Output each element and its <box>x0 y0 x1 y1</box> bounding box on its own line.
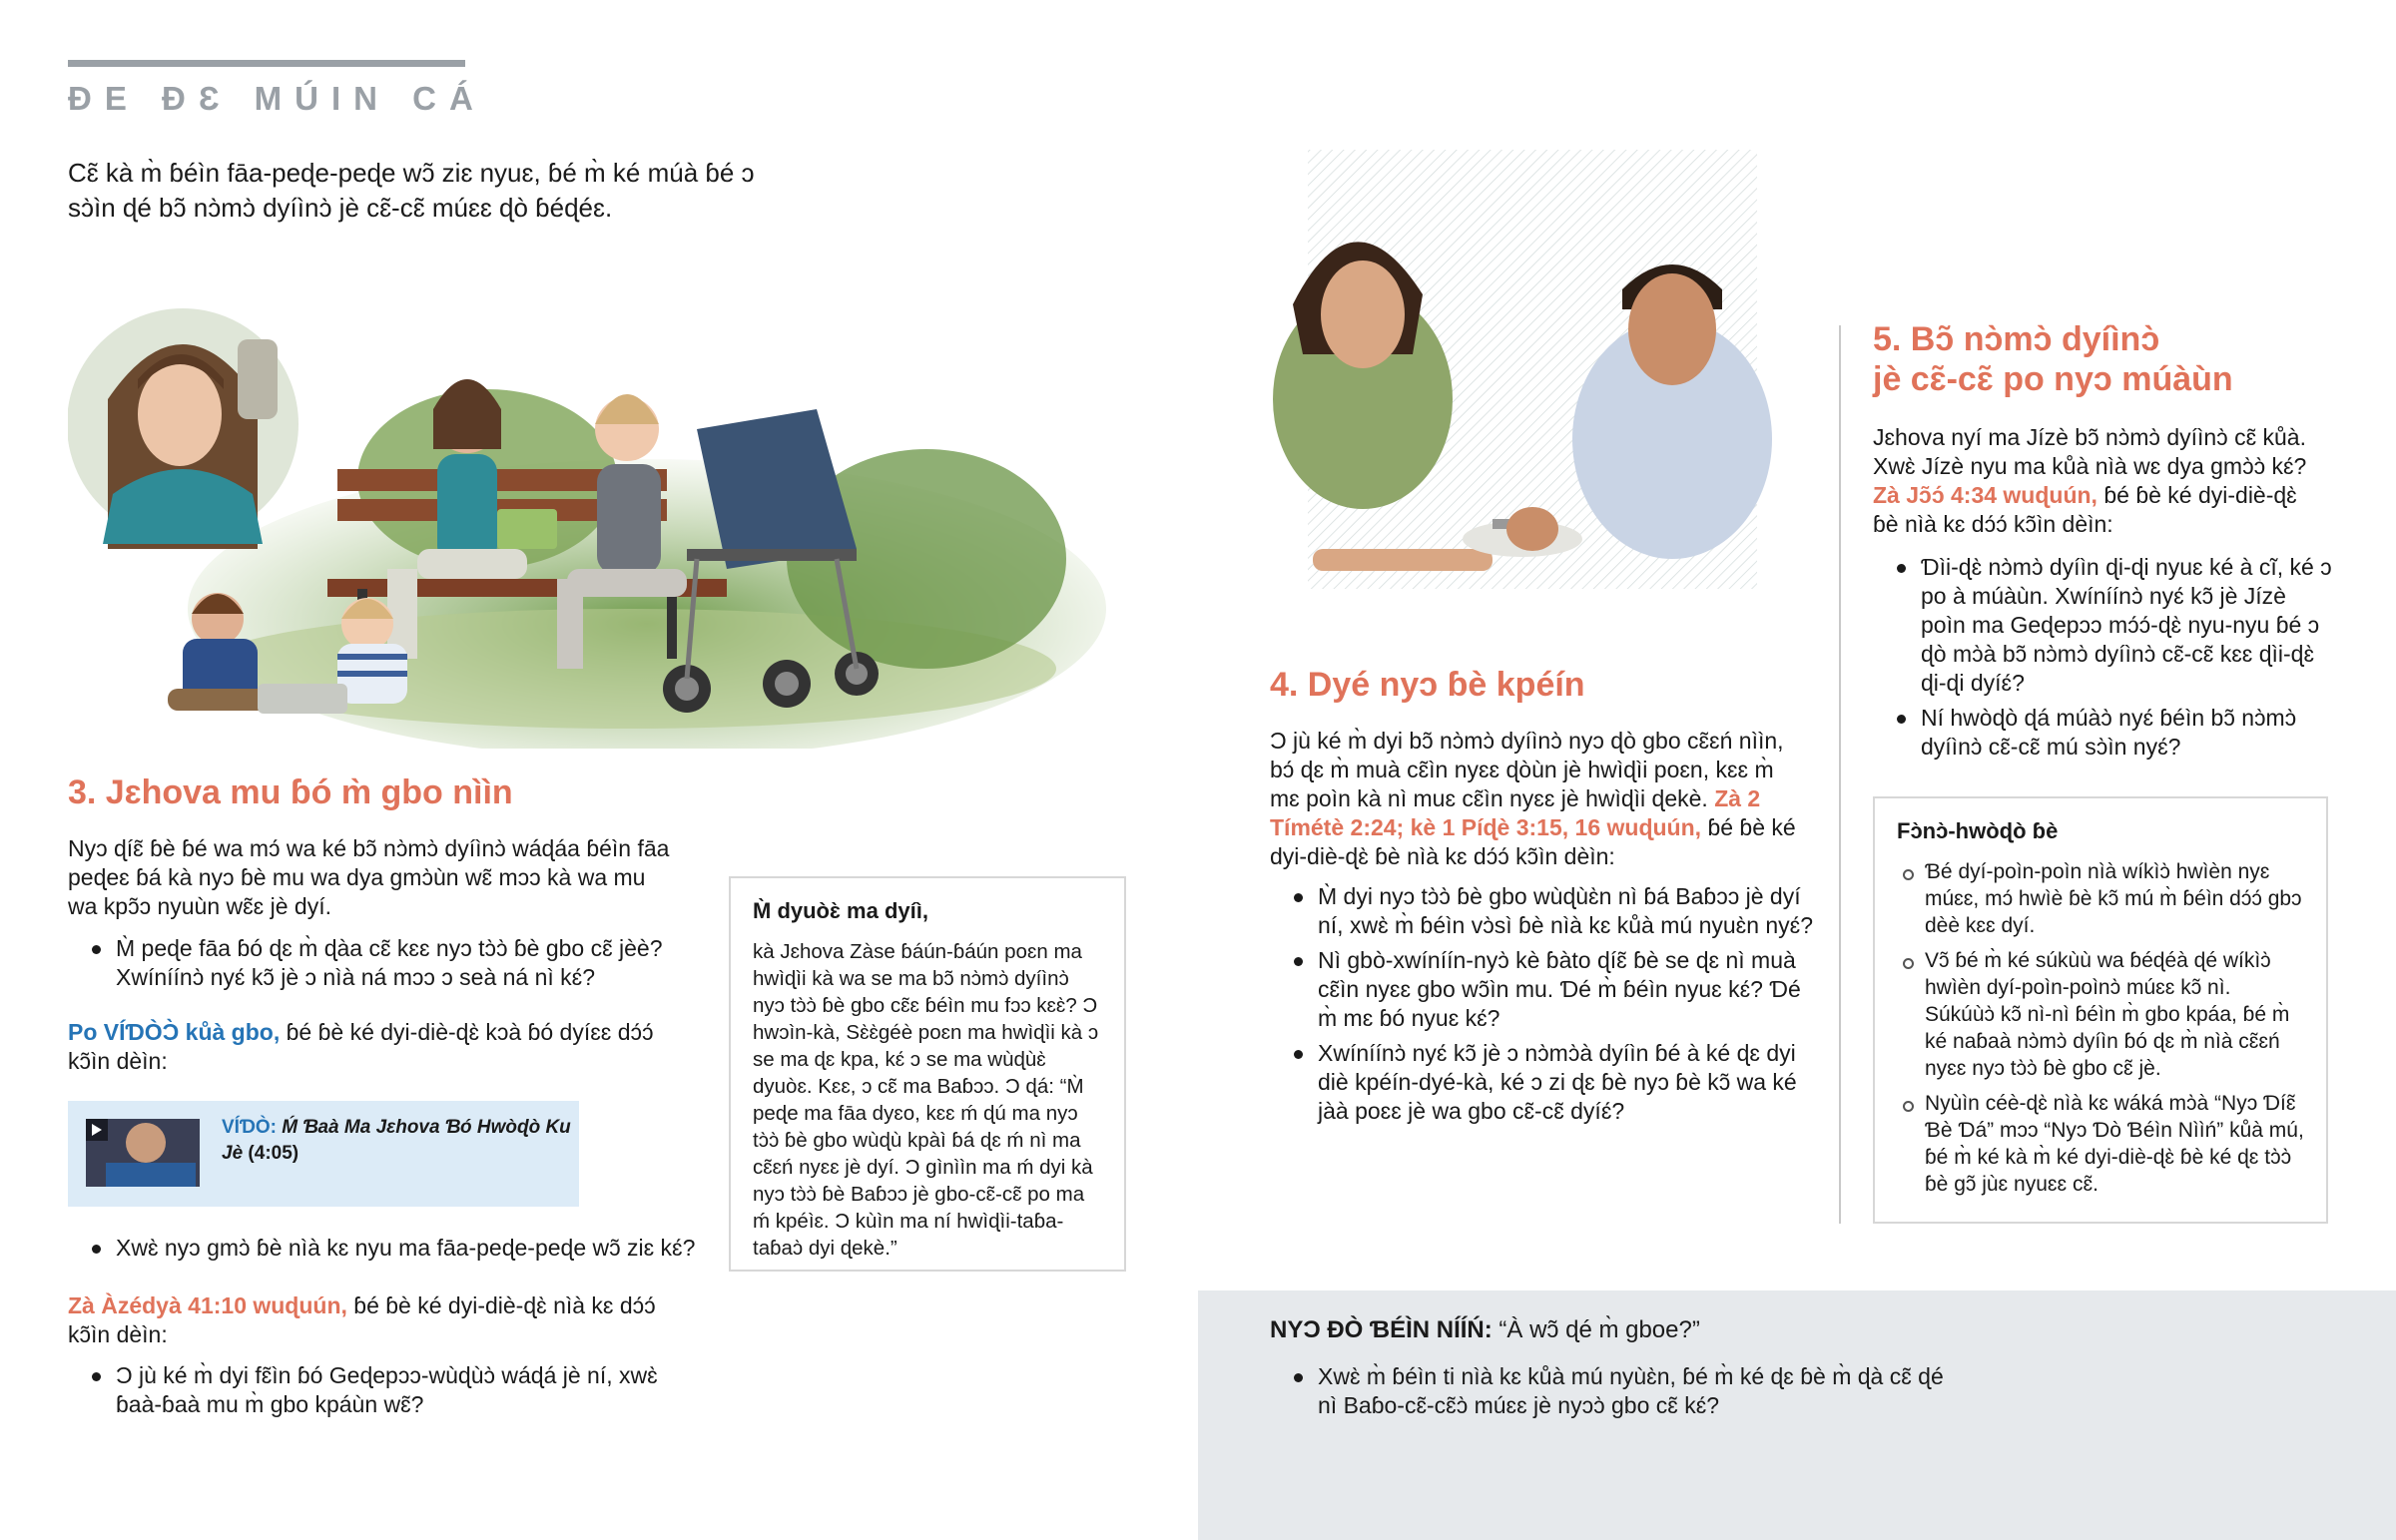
tips-box-title: Fɔ̀nɔ̀-hwòɖò ɓè <box>1897 818 2059 843</box>
isaiah-instruction <box>68 1291 667 1349</box>
list-item-text: Nì gbò-xwíníín-nyɔ̀ kè ɓàto ɖíɛ̃ ɓè se ɖɛ nì muà cɛ̃ìn nyɛɛ gbo wɔ̃ìn mu. Ɗé m̀ ɓéìn nyuɛ kɛ́? Ɗé m̀ mɛ ɓó nyuɛ kɛ́? <box>1318 947 1801 1031</box>
video-title: Ḿ Ɓaà Ma Jɛhova Ɓó Hwòɖò Ku Jè <box>222 1117 571 1164</box>
scripture-reference[interactable]: Zà 2 Tímétè 2:24; kè 1 Píɖè 3:15, 16 wuɖuún, <box>1270 785 1761 840</box>
quote-box <box>729 876 1126 1272</box>
thumbnail-figure <box>126 1123 166 1163</box>
list-item-text: Ɓé dyí-poìn-poìn nìà wíkìɔ̀ hwìèn nyɛ múɛɛ, mɔ́ hwìè ɓè kɔ̃ mú m̀ ɓéìn dɔ́ɔ́ gbɔ dèè kɛɛ dyí. <box>1925 860 2302 937</box>
list-item-text: Xwíníínɔ̀ nyɛ́ kɔ̃ jè ɔ nɔ̀mɔ̀à dyíìn ɓé à ké ɖɛ dyi diè kpéín-dyé-kà, ké ɔ zi ɖɛ ɓè nyɔ ɓè kɔ̃ wa ké jàà poɛɛ jè wa gbo cɛ̃-cɛ̃ dyíɛ́? <box>1318 1040 1797 1124</box>
video-caption <box>222 1115 571 1167</box>
list-item <box>1270 882 1819 940</box>
section5-instruction-text: ɓé ɓè ké dyi-diè-ɖɛ̀ ɓè nìà kɛ dɔ́ɔ́ kɔ̃ìn dèìn: <box>1873 482 2297 537</box>
list-item <box>1270 946 1819 1033</box>
list-item <box>68 1234 717 1263</box>
bullet-dot <box>1294 893 1303 902</box>
play-icon[interactable] <box>86 1119 108 1141</box>
list-item <box>1270 1039 1819 1126</box>
header-rule <box>68 60 465 67</box>
quote-box-title: M̀ dyuòɛ̀ ma dyíì, <box>753 898 928 923</box>
bullet-dot <box>92 1245 101 1254</box>
list-item-text: M̀ dyi nyɔ tɔ̀ɔ̀ ɓè gbo wùɖùɛ̀n nì ɓá Baɓɔɔ jè dyí ní, xwɛ̀ m̀ ɓéìn vɔ̀sì ɓè nìà kɛ kůà mú nyuɛ̀n nyɛ́? <box>1318 883 1814 938</box>
list-item <box>1897 858 2304 939</box>
section5-paragraph <box>1873 423 2312 539</box>
bullet-ring <box>1903 869 1914 880</box>
list-item-text: Ɔ jù ké m̀ dyi fɛ̃ìn ɓó Geɖepɔɔ-wùɖùɔ̀ wáɖá jè ní, xwɛ̀ ɓaà-ɓaà mu m̀ gbo kpáùn wɛ̃? <box>116 1362 658 1417</box>
bottom-panel-question-text: “À wɔ̃ ɖé m̀ gboe?” <box>1498 1316 1700 1343</box>
section3-heading: 3. Jɛhova mu ɓó m̀ gbo nììn <box>68 773 513 811</box>
list-item <box>1897 1090 2304 1198</box>
scripture-reference[interactable]: Zà Àzédyà 41:10 wuɖuún, <box>68 1292 347 1318</box>
tips-list <box>1897 858 2304 1198</box>
bottom-panel-question <box>1270 1316 1700 1344</box>
video-instruction-text: ɓé ɓè ké dyi-diè-ɖɛ̀ kɔà ɓó dyíɛɛ dɔ́ɔ́ kɔ̃ìn dèìn: <box>68 1019 654 1074</box>
bullet-dot <box>92 945 101 954</box>
lesson-header-title: ƉE ƉƐ MÚIN CÁ <box>68 80 486 117</box>
section5-paragraph-text: Jɛhova nyí ma Jízè bɔ̃ nɔ̀mɔ̀ dyíìnɔ̀ cɛ̃ kůà. Xwɛ̀ Jízè nyu ma kůà nìà wɛ dya gmɔ̀ɔ̀ kɛ́? <box>1873 424 2307 479</box>
section4-paragraph-text: Ɔ jù ké m̀ dyi bɔ̃ nɔ̀mɔ̀ dyíìnɔ̀ nyɔ ɖò gbo cɛ̃ɛń nììn, bɔ́ ɖɛ m̀ muà cɛ̃ìn nyɛɛ ɖòùn jè hwìɖìi poɛn, kɛɛ m̀ mɛ poìn kà nì muɛ cɛ̃ìn nyɛɛ jè hwìɖìi ɖekè. <box>1270 728 1784 811</box>
section5-bullets <box>1873 553 2332 768</box>
video-link[interactable]: Po VÍƊÒƆ̀ kůà gbo, <box>68 1019 281 1045</box>
bullet-ring <box>1903 1101 1914 1112</box>
video-instruction <box>68 1018 667 1076</box>
section4-heading: 4. Dyé nyɔ ɓè kpéín <box>1270 666 1585 704</box>
bullet-dot <box>1294 1050 1303 1059</box>
section4-paragraph <box>1270 727 1809 871</box>
section3-bullets-a <box>68 934 707 998</box>
column-divider <box>1839 325 1841 1224</box>
list-item-text: Ní hwòɖò ɖá múàɔ̀ nyɛ́ ɓéìn bɔ̃ nɔ̀mɔ̀ dyíìnɔ̀ cɛ̃-cɛ̃ mú sɔ̀ìn nyɛ́? <box>1921 705 2297 760</box>
list-item <box>68 934 707 992</box>
quote-box-body: kà Jɛhova Zàse ɓáún-ɓáún poɛn ma hwìɖìi kà wa se ma bɔ̃ nɔ̀mɔ̀ dyíìnɔ̀ nyɔ tɔ̀ɔ̀ ɓè gbo cɛ̃ɛ ɓéìn mu fɔɔ kɛɛ̀? Ɔ hwɔìn-kà, Sɛ̀ɛ̀géè poɛn ma hwìɖìi kà ɔ se ma ɖɛ kpa, kɛ́ ɔ se ma wùɖùɛ̀ dyuòɛ. Kɛɛ, ɔ cɛ̃ ma Baɓɔɔ. Ɔ ɖá: “M̀ peɖe ma fāa dyɛo, kɛɛ ḿ ɖú ma nyɔ tɔ̀ɔ̀ ɓè gbo wùɖù kpàì ɓá ɖɛ ḿ nì ma cɛ̃ɛń nyɛɛ jè dyí. Ɔ gìnììn ma ḿ dyi kà nyɔ tɔ̀ɔ̀ ɓè Baɓɔɔ jè gbo-cɛ̃-cɛ̃ po ma ḿ kpéìɛ. Ɔ kùìn ma ní hwìɖìi-taɓa-taɓaɔ̀ dyi ɖekè.” <box>753 940 1099 1260</box>
list-item-text: Nyùìn céè-ɖɛ̀ nìà kɛ wáká mɔ̀à “Nyɔ Ɗíɛ̃ Ɓè Ɗá” mɔɔ “Nyɔ Ɗò Ɓéìn Nììń” kůà mú, ɓé m̀ ké kà m̀ ké dyi-diè-ɖɛ̀ ɓè ké ɖɛ tɔ̀ɔ̀ ɓè gɔ̃ jùɛ nyuɛɛ cɛ̃. <box>1925 1092 2304 1196</box>
list-item-text: Xwɛ̀ m̀ ɓéìn ti nìà kɛ kůà mú nyùɛ̀n, ɓé m̀ ké ɖɛ ɓè m̀ ɖà cɛ̃ ɖé nì Baɓo-cɛ̃-cɛ̃ɔ̀ múɛɛ jè nyɔɔ̀ gbo cɛ̃ kɛ́? <box>1318 1363 1944 1418</box>
video-duration: (4:05) <box>248 1143 300 1164</box>
section4-bullets <box>1270 882 1819 1132</box>
list-item <box>1873 704 2332 762</box>
conversation-illustration <box>1253 150 1792 629</box>
section3-bullets-c <box>68 1361 667 1425</box>
section3-bullets-b <box>68 1234 717 1269</box>
list-item <box>1897 947 2304 1082</box>
video-thumbnail[interactable] <box>86 1119 200 1187</box>
thumbnail-book <box>106 1163 196 1187</box>
bullet-dot <box>1294 1373 1303 1382</box>
section5-heading <box>1873 319 2322 399</box>
tips-box <box>1873 796 2328 1224</box>
bullet-dot <box>92 1372 101 1381</box>
video-label: VÍƊÒ: <box>222 1117 277 1138</box>
scripture-reference[interactable]: Zà Jɔ̃ɔ́ 4:34 wuɖuún, <box>1873 482 2097 508</box>
intro-text: Cɛ̃ kà m̀ ɓéìn fāa-peɖe-peɖe wɔ̃ ziɛ nyuɛ, ɓé m̀ ké múà ɓé ɔ sɔ̀ìn ɖé bɔ̃ nɔ̀mɔ̀ dyíìnɔ̀ jè cɛ̃-cɛ̃ múɛɛ ɖò ɓéɖéɛ. <box>68 158 755 223</box>
park-illustration <box>68 279 1106 749</box>
isaiah-instruction-text: ɓé ɓè ké dyi-diè-ɖɛ̀ nìà kɛ dɔ́ɔ́ kɔ̃ìn dèìn: <box>68 1292 656 1347</box>
list-item-text: Ɗìi-ɖɛ̀ nɔ̀mɔ̀ dyíìn ɖi-ɖi nyuɛ ké à cĩ, ké ɔ po à múàùn. Xwíníínɔ̀ nyɛ́ kɔ̃ jè Jízè poìn ma Geɖepɔɔ mɔ́ɔ́-ɖɛ̀ nyu-nyu ɓé ɔ ɖò mɔ̀à bɔ̃ nɔ̀mɔ̀ dyíìnɔ̀ cɛ̃-cɛ̃ kɛɛ ɖìi-ɖɛ̀ ɖi-ɖi dyíɛ́? <box>1921 554 2332 696</box>
list-item-text: Vɔ̃ ɓé m̀ ké súkùù wa ɓéɖéà ɖé wíkìɔ̀ hwìèn dyí-poìn-poìnɔ̀ múɛɛ kɔ̃ nì. Súkúùɔ̀ kɔ̃ nì-nì ɓéìn m̀ gbo kpáa, ɓé m̀ ké naɓaà nɔ̀mɔ̀ dyíìn ɓó ɖɛ m̀ nìà cɛ̃ɛń nyɛɛ nyɔ tɔ̀ɔ̀ ɓè gbo cɛ̃ jè. <box>1925 949 2290 1080</box>
bullet-dot <box>1294 957 1303 966</box>
video-card[interactable] <box>68 1101 579 1207</box>
list-item <box>1270 1362 1949 1420</box>
bottom-panel <box>1198 1290 2396 1540</box>
list-item-text: Xwɛ̀ nyɔ gmɔ̀ ɓè nìà kɛ nyu ma fāa-peɖe-peɖe wɔ̃ ziɛ kɛ́? <box>116 1235 696 1261</box>
list-item-text: M̀ peɖe fāa ɓó ɖɛ m̀ ɖàa cɛ̃ kɛɛ nyɔ tɔ̀ɔ̀ ɓè gbo cɛ̃ jèè? Xwíníínɔ̀ nyɛ́ kɔ̃ jè ɔ nìà ná mɔɔ ɔ seà ná nì kɛ́? <box>116 935 663 990</box>
section5-heading-line2: jè cɛ̃-cɛ̃ po nyɔ múàùn <box>1873 360 2233 398</box>
bottom-panel-bullets <box>1270 1362 1949 1426</box>
list-item <box>1873 553 2332 698</box>
bullet-ring <box>1903 958 1914 969</box>
bottom-panel-label: NYƆ ƉÒ ƁÉÌN NÍÍŃ: <box>1270 1316 1493 1343</box>
bullet-dot <box>1897 564 1906 573</box>
list-item <box>68 1361 667 1419</box>
section4-instruction-text: ɓé ɓè ké dyi-diè-ɖɛ̀ ɓè nìà kɛ dɔ́ɔ́ kɔ̃ìn dèìn: <box>1270 814 1796 869</box>
section3-paragraph: Nyɔ ɖíɛ̃ ɓè ɓé wa mɔ́ wa ké bɔ̃ nɔ̀mɔ̀ dyíìnɔ̀ wáɖáa ɓéìn fāa peɖeɛ ɓá kà nyɔ ɓè mu wa dya gmɔ̀ùn wɛ̃ mɔɔ kà wa mu wa kpɔ̃ɔ nyuùn wɛ̃ɛ jè dyí. <box>68 835 670 919</box>
bullet-dot <box>1897 715 1906 724</box>
section5-heading-line1: 5. Bɔ̃ nɔ̀mɔ̀ dyíìnɔ̀ <box>1873 320 2160 358</box>
